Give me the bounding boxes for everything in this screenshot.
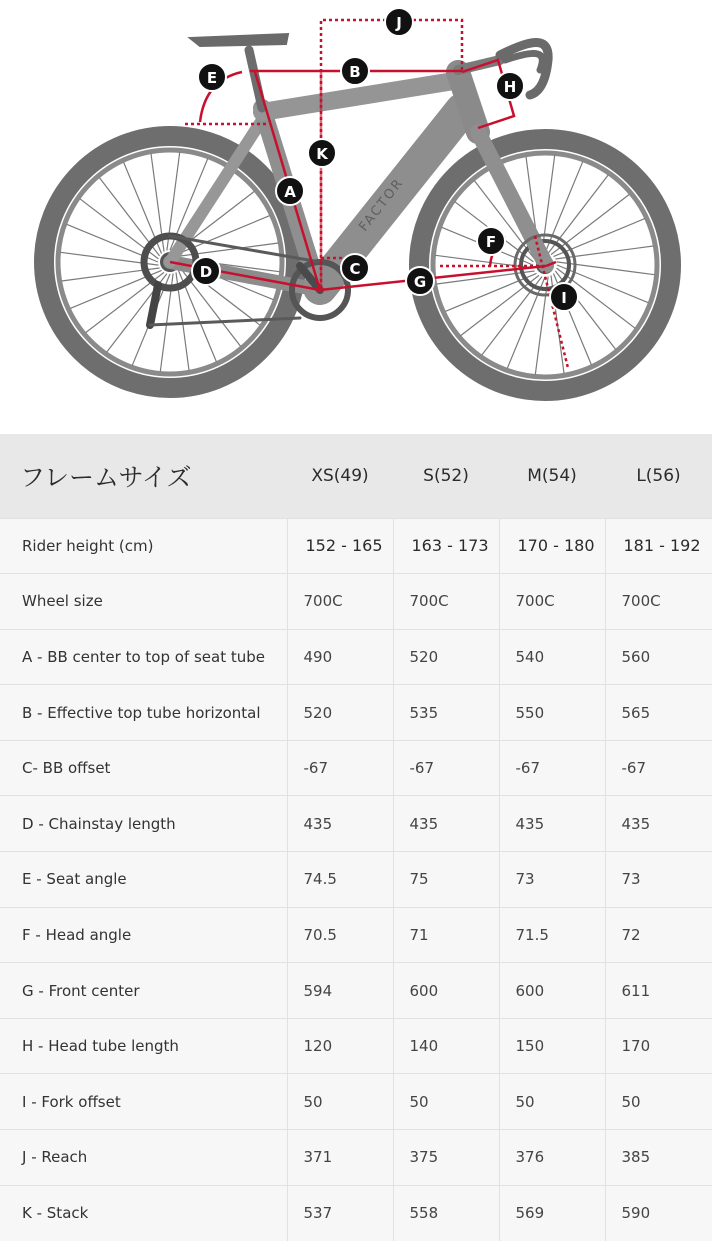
row-value: -67 bbox=[499, 740, 605, 796]
row-value: 490 bbox=[287, 629, 393, 685]
table-row bbox=[0, 796, 712, 852]
size-header-s: S(52) bbox=[423, 465, 469, 486]
row-label: E - Seat angle bbox=[0, 852, 287, 908]
row-value: 700C bbox=[287, 574, 393, 630]
marker-a bbox=[276, 177, 304, 205]
marker-label: B bbox=[349, 63, 361, 81]
row-value: 435 bbox=[499, 796, 605, 852]
table-row bbox=[0, 574, 712, 630]
marker-c bbox=[341, 254, 369, 282]
frame-brand-text: FACTOR bbox=[356, 175, 408, 235]
row-value: 74.5 bbox=[287, 852, 393, 908]
marker-g bbox=[406, 267, 434, 295]
row-value: 50 bbox=[499, 1074, 605, 1130]
bike-geometry-diagram bbox=[0, 0, 712, 432]
row-value: 375 bbox=[393, 1130, 499, 1186]
marker-i bbox=[550, 283, 578, 311]
marker-e bbox=[198, 63, 226, 91]
row-label: D - Chainstay length bbox=[0, 796, 287, 852]
marker-j bbox=[385, 8, 413, 36]
table-row bbox=[0, 629, 712, 685]
table-row bbox=[0, 1185, 712, 1241]
row-value: 600 bbox=[499, 963, 605, 1019]
row-label: Rider height (cm) bbox=[0, 518, 287, 574]
size-header-xs: XS(49) bbox=[311, 465, 369, 486]
table-row bbox=[0, 685, 712, 741]
row-label: H - Head tube length bbox=[0, 1018, 287, 1074]
marker-h bbox=[496, 72, 524, 100]
size-header-l: L(56) bbox=[636, 465, 681, 486]
row-value: 72 bbox=[605, 907, 712, 963]
marker-label: D bbox=[199, 263, 213, 281]
marker-label: A bbox=[284, 183, 296, 201]
row-value: 152 - 165 bbox=[287, 518, 393, 574]
row-value: 700C bbox=[605, 574, 712, 630]
row-value: 435 bbox=[605, 796, 712, 852]
row-value: -67 bbox=[605, 740, 712, 796]
table-header-row bbox=[0, 434, 712, 518]
frame-size-heading: フレームサイズ bbox=[20, 462, 192, 492]
row-value: 70.5 bbox=[287, 907, 393, 963]
table-row bbox=[0, 518, 712, 574]
row-value: 540 bbox=[499, 629, 605, 685]
marker-label: F bbox=[485, 233, 497, 251]
row-value: 700C bbox=[499, 574, 605, 630]
row-value: 537 bbox=[287, 1185, 393, 1241]
row-value: 140 bbox=[393, 1018, 499, 1074]
row-value: 71.5 bbox=[499, 907, 605, 963]
row-value: 71 bbox=[393, 907, 499, 963]
marker-label: K bbox=[316, 145, 328, 163]
row-label: Wheel size bbox=[0, 574, 287, 630]
marker-label: H bbox=[503, 78, 517, 96]
row-value: 590 bbox=[605, 1185, 712, 1241]
row-label: B - Effective top tube horizontal bbox=[0, 685, 287, 741]
row-value: 376 bbox=[499, 1130, 605, 1186]
table-row bbox=[0, 907, 712, 963]
row-value: 435 bbox=[393, 796, 499, 852]
row-value: 50 bbox=[287, 1074, 393, 1130]
row-label: I - Fork offset bbox=[0, 1074, 287, 1130]
row-value: 600 bbox=[393, 963, 499, 1019]
marker-label: C bbox=[349, 260, 361, 278]
row-value: 520 bbox=[287, 685, 393, 741]
size-header-m: M(54) bbox=[527, 465, 577, 486]
row-value: 50 bbox=[605, 1074, 712, 1130]
marker-f bbox=[477, 227, 505, 255]
marker-label: J bbox=[396, 14, 402, 32]
row-value: -67 bbox=[393, 740, 499, 796]
marker-label: E bbox=[206, 69, 218, 87]
table-row bbox=[0, 1018, 712, 1074]
table-row bbox=[0, 963, 712, 1019]
geometry-table bbox=[0, 434, 712, 1241]
marker-b bbox=[341, 57, 369, 85]
row-label: F - Head angle bbox=[0, 907, 287, 963]
row-value: 50 bbox=[393, 1074, 499, 1130]
row-value: 550 bbox=[499, 685, 605, 741]
row-value: 73 bbox=[499, 852, 605, 908]
marker-label: G bbox=[413, 273, 427, 291]
row-value: 170 - 180 bbox=[499, 518, 605, 574]
row-value: 120 bbox=[287, 1018, 393, 1074]
table-row bbox=[0, 1130, 712, 1186]
row-value: -67 bbox=[287, 740, 393, 796]
row-value: 385 bbox=[605, 1130, 712, 1186]
row-value: 181 - 192 bbox=[605, 518, 712, 574]
row-label: A - BB center to top of seat tube bbox=[0, 629, 287, 685]
row-value: 558 bbox=[393, 1185, 499, 1241]
row-value: 170 bbox=[605, 1018, 712, 1074]
row-value: 560 bbox=[605, 629, 712, 685]
row-value: 435 bbox=[287, 796, 393, 852]
bike-illustration bbox=[0, 0, 712, 432]
row-value: 611 bbox=[605, 963, 712, 1019]
row-value: 520 bbox=[393, 629, 499, 685]
row-label: J - Reach bbox=[0, 1130, 287, 1186]
row-value: 150 bbox=[499, 1018, 605, 1074]
row-label: K - Stack bbox=[0, 1185, 287, 1241]
row-value: 594 bbox=[287, 963, 393, 1019]
row-value: 569 bbox=[499, 1185, 605, 1241]
row-value: 371 bbox=[287, 1130, 393, 1186]
table-row bbox=[0, 740, 712, 796]
row-label: C- BB offset bbox=[0, 740, 287, 796]
row-value: 535 bbox=[393, 685, 499, 741]
row-value: 73 bbox=[605, 852, 712, 908]
row-value: 75 bbox=[393, 852, 499, 908]
marker-k bbox=[308, 139, 336, 167]
row-label: G - Front center bbox=[0, 963, 287, 1019]
marker-d bbox=[192, 257, 220, 285]
row-value: 700C bbox=[393, 574, 499, 630]
row-value: 565 bbox=[605, 685, 712, 741]
table-row bbox=[0, 852, 712, 908]
table-row bbox=[0, 1074, 712, 1130]
row-value: 163 - 173 bbox=[393, 518, 499, 574]
marker-label: I bbox=[561, 289, 567, 307]
